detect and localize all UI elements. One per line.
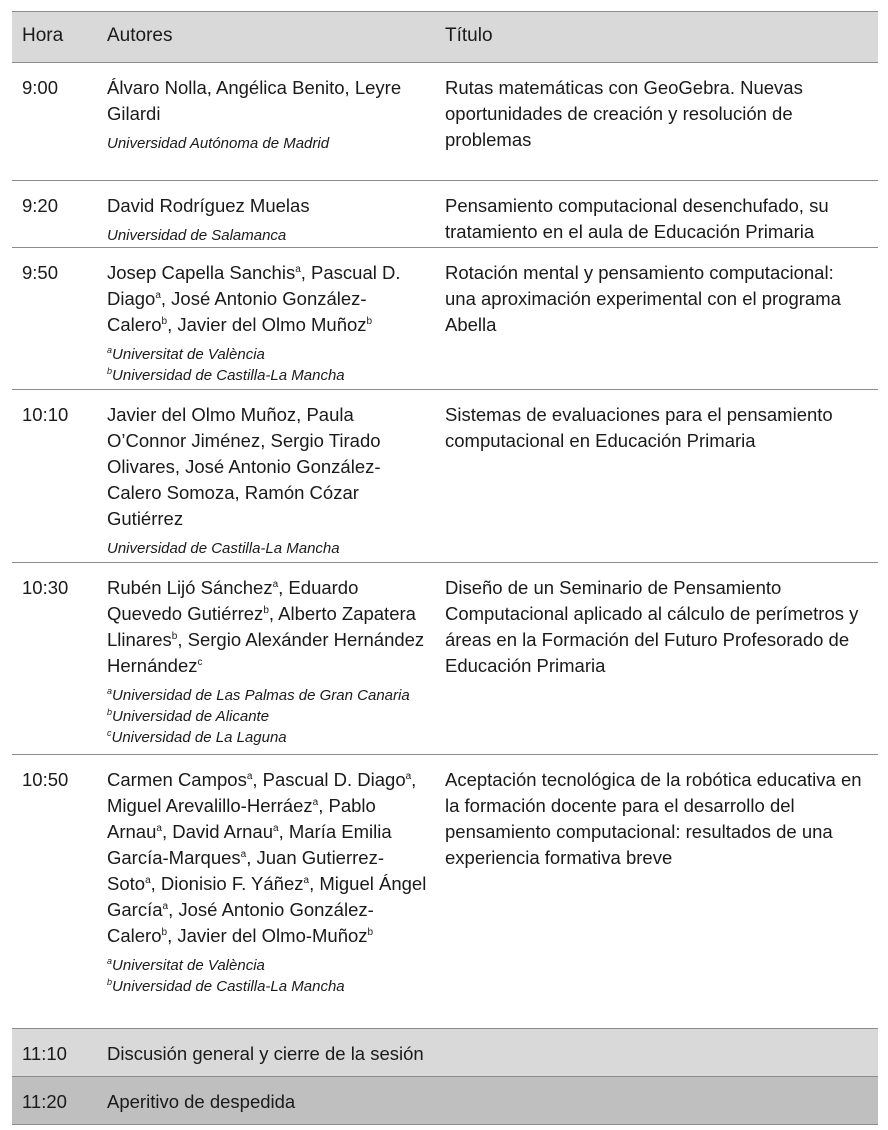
session-row-farewell [12, 1077, 878, 1125]
affiliation: Universidad Autónoma de Madrid [107, 135, 330, 152]
header-titulo: Título [445, 25, 493, 46]
table-row [12, 63, 878, 181]
row-title: Aceptación tecnológica de la robótica educativa en la formación docente para el desarrollo del pensamiento computacional: resultados de una experiencia formativa breve [445, 769, 862, 868]
affiliation: Universidad de Castilla-La Mancha [107, 540, 340, 557]
affiliation: $^b$Universidad de Castilla-La Mancha [107, 977, 345, 995]
table-row [12, 390, 878, 563]
header-autores: Autores [107, 25, 173, 46]
authors-text: Carmen Campos$^a$, Pascual D. Diago$^a$, Miguel Arevalillo-Herráez$^a$, Pablo Arnau$^a$, David Arnau$^a$, María Emilia García-Marques$^a$, Juan Gutierrez-Soto$^a$, Dionisio F. Yáñez$^a$, Miguel Ángel García$^a$, José Antonio González-Calero$^b$, Javier del Olmo-Muñoz$^b$ [107, 769, 427, 946]
row-title: Diseño de un Seminario de Pensamiento Computacional aplicado al cálculo de perímetros y áreas en la Formación del Futuro Profesorado de Educación Primaria [445, 577, 859, 676]
session-time: 11:10 [22, 1043, 67, 1064]
table-row [12, 755, 878, 1029]
row-authors [107, 193, 429, 246]
table-header [12, 11, 878, 63]
row-title: Rutas matemáticas con GeoGebra. Nuevas oportunidades de creación y resolución de problemas [445, 77, 803, 150]
affiliation: $^b$Universidad de Alicante [107, 707, 270, 725]
session-time: 11:20 [22, 1091, 67, 1112]
schedule-table [12, 11, 878, 1125]
authors-text: David Rodríguez Muelas [107, 195, 310, 216]
row-authors [107, 402, 429, 559]
table-row [12, 181, 878, 248]
affiliation: $^b$Universidad de Castilla-La Mancha [107, 366, 345, 384]
affiliation: $^a$Universidad de Las Palmas de Gran Canaria [107, 686, 410, 704]
row-authors [107, 260, 429, 386]
affiliation: $^a$Universitat de València [107, 345, 265, 363]
row-time: 9:00 [22, 77, 59, 98]
affiliation: $^a$Universitat de València [107, 956, 265, 974]
row-time: 9:20 [22, 195, 59, 216]
row-time: 10:30 [22, 577, 69, 598]
authors-text: Álvaro Nolla, Angélica Benito, Leyre Gilardi [107, 77, 402, 124]
session-label: Aperitivo de despedida [107, 1091, 296, 1112]
authors-text: Josep Capella Sanchis$^a$, Pascual D. Diago$^a$, José Antonio González-Calero$^b$, Javier del Olmo Muñoz$^b$ [107, 262, 401, 335]
row-time: 9:50 [22, 262, 59, 283]
header-hora: Hora [22, 25, 64, 46]
row-time: 10:10 [22, 404, 69, 425]
row-title: Sistemas de evaluaciones para el pensamiento computacional en Educación Primaria [445, 404, 833, 451]
session-label: Discusión general y cierre de la sesión [107, 1043, 424, 1064]
affiliation: Universidad de Salamanca [107, 227, 287, 244]
row-authors [107, 575, 429, 748]
authors-text: Rubén Lijó Sánchez$^a$, Eduardo Quevedo Gutiérrez$^b$, Alberto Zapatera Llinares$^b$, Sergio Alexánder Hernández Hernández$^c$ [107, 577, 425, 676]
table-row [12, 248, 878, 390]
row-title: Rotación mental y pensamiento computacional: una aproximación experimental con el programa Abella [445, 262, 841, 335]
table-row [12, 563, 878, 755]
session-row-closing [12, 1029, 878, 1077]
row-authors [107, 75, 429, 154]
authors-text: Javier del Olmo Muñoz, Paula O’Connor Jiménez, Sergio Tirado Olivares, José Antonio González-Calero Somoza, Ramón Cózar Gutiérrez [107, 404, 381, 529]
row-time: 10:50 [22, 769, 69, 790]
affiliation: $^c$Universidad de La Laguna [107, 728, 287, 746]
row-authors [107, 767, 429, 997]
row-title: Pensamiento computacional desenchufado, su tratamiento en el aula de Educación Primaria [445, 195, 829, 242]
